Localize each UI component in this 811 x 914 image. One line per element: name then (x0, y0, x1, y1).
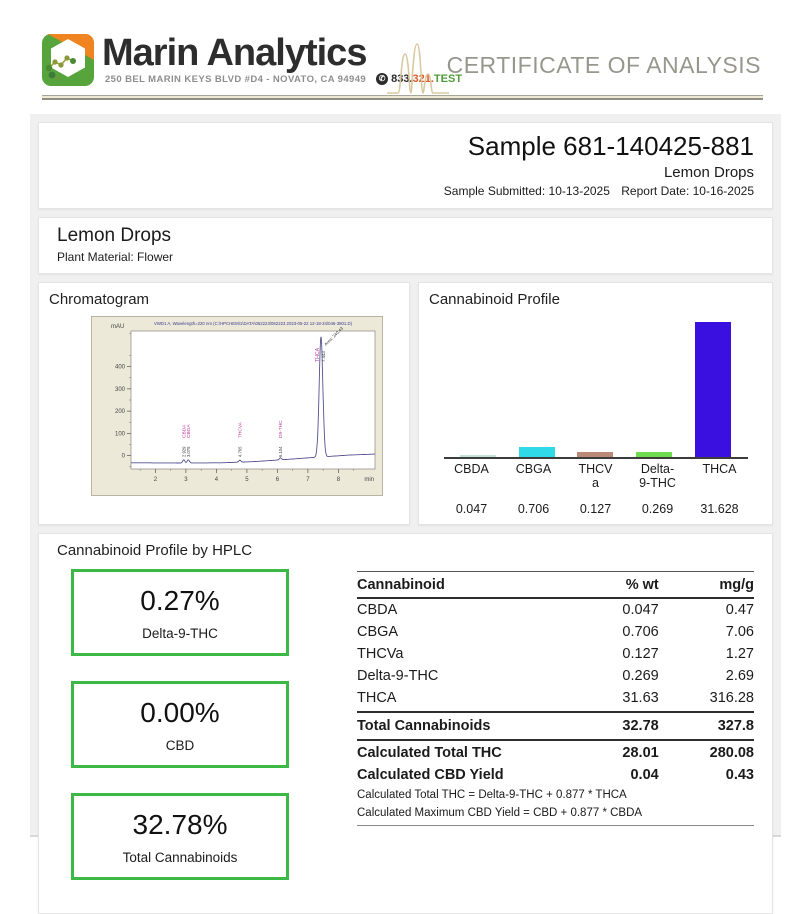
svg-text:3: 3 (184, 477, 188, 483)
table-row: Calculated CBD Yield 0.04 0.43 (357, 766, 754, 783)
hplc-card (38, 533, 773, 914)
table-row: CBGA 0.706 7.06 (357, 623, 754, 640)
stat-value: 0.27% (140, 584, 220, 616)
stat-value: 32.78% (132, 808, 228, 840)
svg-text:300: 300 (114, 386, 125, 393)
col-header-mg-g: mg/g (659, 571, 754, 598)
table-header-row (357, 571, 754, 598)
bar-label: CBDA (454, 462, 489, 476)
svg-text:400: 400 (114, 364, 125, 371)
svg-text:2.929: 2.929 (181, 446, 187, 457)
header-divider (42, 95, 763, 100)
strain-card (38, 217, 773, 274)
phone-icon: ✆ (376, 73, 388, 85)
svg-text:100: 100 (114, 431, 125, 438)
sample-info-card (38, 122, 773, 209)
summary-boxes (57, 569, 357, 905)
svg-text:min: min (364, 477, 374, 483)
stat-box-total-cannabinoids (71, 793, 289, 880)
hplc-table-wrap (357, 569, 754, 905)
chromatogram-section-title: Chromatogram (49, 291, 150, 308)
strain-name: Lemon Drops (57, 225, 172, 246)
svg-text:4: 4 (214, 477, 219, 483)
hplc-table-body (357, 598, 754, 712)
chromatogram-plot (91, 316, 383, 496)
profile-bar-chart (441, 322, 751, 516)
profile-bars-row (441, 322, 751, 457)
report-date: Report Date: 10-16-2025 (621, 184, 754, 198)
svg-text:THCVA: THCVA (238, 422, 244, 438)
svg-text:8: 8 (336, 477, 341, 483)
bar-label: THCA (702, 462, 737, 476)
bar-thcva (577, 452, 613, 457)
stat-label: Total Cannabinoids (122, 849, 238, 865)
bar-cbga (519, 447, 555, 457)
cannabinoid-table (357, 571, 754, 826)
col-header-pct-wt: % wt (563, 571, 658, 598)
table-row: Delta-9-THC 0.269 2.69 (357, 667, 754, 684)
cannabinoid-profile-card (418, 282, 773, 525)
chromatogram-peaks-decoration (386, 36, 450, 96)
table-row: CBDA 0.047 0.47 (357, 601, 754, 618)
table-row: THCVa 0.127 1.27 (357, 645, 754, 662)
bar-value: 0.127 (579, 501, 612, 516)
brand-logo-icon (42, 34, 94, 86)
svg-text:2: 2 (153, 477, 158, 483)
svg-text:0: 0 (121, 453, 125, 460)
bar-value: 0.047 (455, 501, 488, 516)
svg-text:VWD1 A, Wavelength=220 nm (C:\: VWD1 A, Wavelength=220 nm (C:\HPCHEM\1\DATA\062223\062223 2023-05-22 12-18-34\046-3801.D) (153, 321, 353, 326)
svg-text:5: 5 (245, 477, 249, 483)
svg-text:7: 7 (306, 477, 310, 483)
bar-value: 31.628 (700, 501, 739, 516)
table-row: Total Cannabinoids 32.78 327.8 (357, 712, 754, 740)
brand-phone: ✆ 833. 321. TEST (376, 73, 462, 85)
profile-bar-labels (441, 459, 751, 491)
certificate-title: CERTIFICATE OF ANALYSIS (446, 52, 761, 78)
sample-submitted-date: Sample Submitted: 10-13-2025 (443, 184, 610, 198)
chromatogram-image (91, 316, 409, 501)
page-header (0, 0, 811, 108)
svg-text:mAU: mAU (111, 324, 125, 330)
charts-row (38, 282, 773, 525)
report-body (30, 114, 781, 865)
svg-text:6: 6 (275, 477, 280, 483)
plant-material: Plant Material: Flower (57, 250, 174, 264)
sample-dates (57, 184, 754, 198)
table-note-row: Calculated Maximum CBD Yield = CBD + 0.877 * CBDA (357, 806, 643, 819)
bar-thca (695, 322, 731, 457)
stat-value: 0.00% (140, 696, 220, 728)
profile-section-title: Cannabinoid Profile (429, 291, 560, 308)
bar-value: 0.706 (517, 501, 550, 516)
sample-product-name: Lemon Drops (663, 164, 754, 181)
hplc-section-title: Cannabinoid Profile by HPLC (57, 541, 253, 559)
svg-text:CBDA: CBDA (182, 424, 188, 438)
bar-value: 0.269 (641, 501, 674, 516)
profile-bar-values (441, 491, 751, 516)
svg-text:6.104: 6.104 (277, 446, 283, 457)
svg-text:D9-THC: D9-THC (278, 420, 284, 438)
svg-text:CBGA: CBGA (186, 424, 192, 438)
stat-box-delta9thc (71, 569, 289, 656)
col-header-cannabinoid: Cannabinoid (357, 571, 563, 598)
bar-label: THCV a (578, 462, 613, 490)
svg-text:3.075: 3.075 (185, 446, 191, 457)
chromatogram-card (38, 282, 410, 525)
svg-text:Area: 240.43: Area: 240.43 (323, 325, 345, 347)
table-note-row: Calculated Total THC = Delta-9-THC + 0.877 * THCA (357, 788, 627, 801)
bar-label: CBGA (515, 462, 552, 476)
brand-name: Marin Analytics (102, 32, 367, 74)
svg-text:4.765: 4.765 (237, 446, 243, 457)
svg-text:7.443: 7.443 (321, 351, 327, 362)
bar-delta-9-thc (636, 452, 672, 457)
table-row: Calculated Total THC 28.01 280.08 (357, 744, 754, 761)
bar-cbda (460, 455, 496, 457)
bar-label: Delta- 9-THC (639, 462, 676, 490)
stat-label: Delta-9-THC (142, 625, 218, 641)
sample-id: Sample 681-140425-881 (467, 131, 754, 161)
brand-address: 250 BEL MARIN KEYS BLVD #D4 - NOVATO, CA 94949 (105, 73, 367, 85)
stat-label: CBD (165, 737, 195, 753)
table-row: THCA 31.63 316.28 (357, 687, 754, 712)
svg-text:THCA: THCA (315, 347, 322, 362)
stat-box-cbd (71, 681, 289, 768)
svg-text:200: 200 (114, 409, 125, 416)
